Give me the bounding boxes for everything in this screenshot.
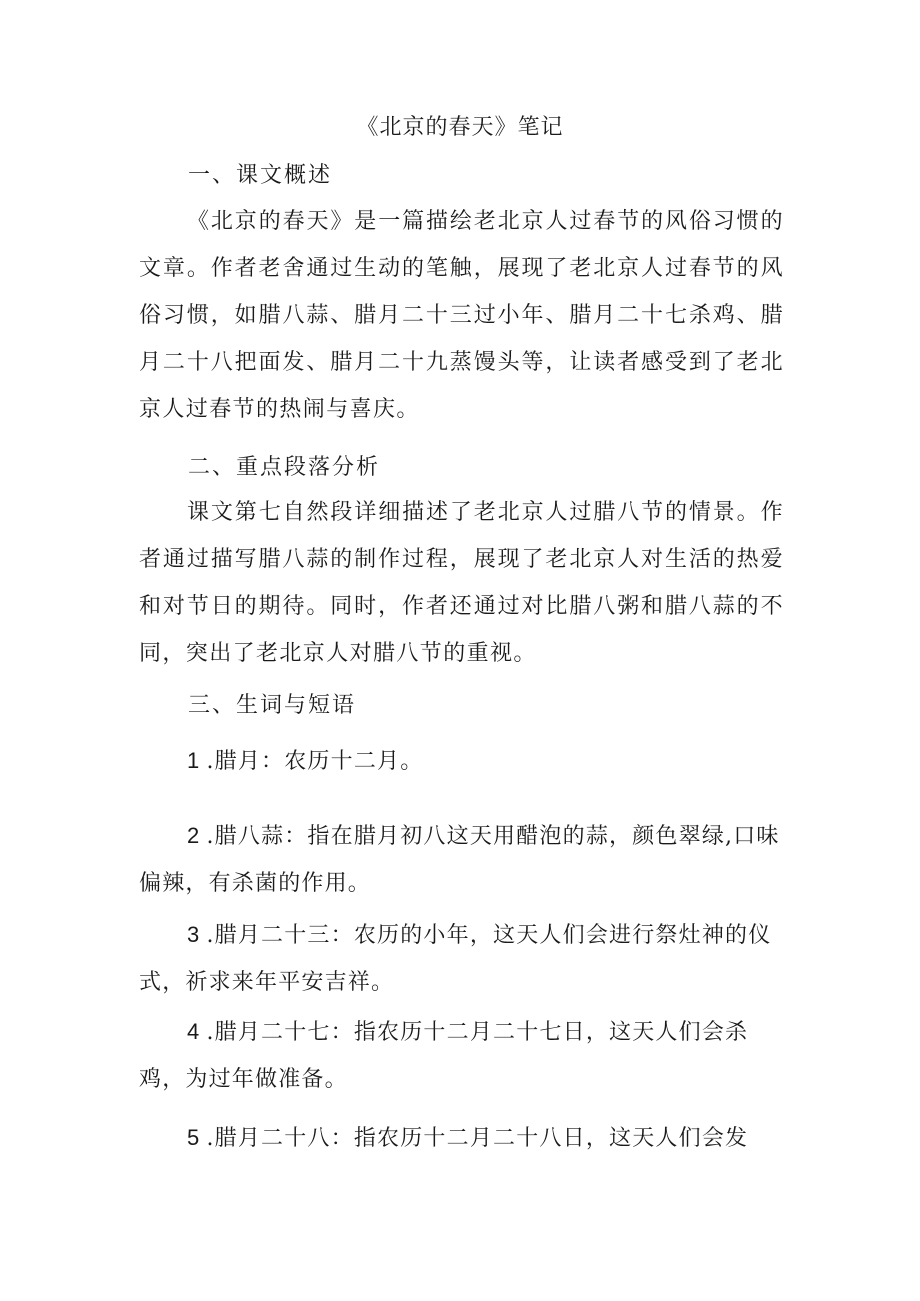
section-heading-overview: 一、课文概述 — [188, 163, 333, 188]
section-paragraph-overview: 《北京的春天》是一篇描绘老北京人过春节的风俗习惯的文章。作者老舍通过生动的笔触，展现了老北京人过春节的风俗习惯，如腊八蒜、腊月二十三过小年、腊月二十七杀鸡、腊月二十八把面发、腊月二十九蒸馒头等，让读者感受到了老北京人过春节的热闹与喜庆。 — [139, 209, 784, 422]
vocab-item-number: 4 — [187, 1019, 201, 1044]
vocab-item-number: 5 — [187, 1125, 201, 1150]
document-title: 《北京的春天》笔记 — [356, 115, 564, 140]
section-heading-vocabulary: 三、生词与短语 — [188, 693, 357, 718]
vocab-item-text: .腊八蒜：指在腊月初八这天用醋泡的蒜，颜色翠绿,口味偏辣，有杀菌的作用。 — [139, 824, 780, 896]
section-paragraph-analysis: 课文第七自然段详细描述了老北京人过腊八节的情景。作者通过描写腊八蒜的制作过程，展现了老北京人对生活的热爱和对节日的期待。同时，作者还通过对比腊八粥和腊八蒜的不同，突出了老北京人对腊八节的重视。 — [139, 500, 784, 666]
vocab-item-text: .腊月二十八：指农历十二月二十八日，这天人们会发 — [206, 1126, 749, 1151]
vocab-item-text: .腊月：农历十二月。 — [206, 749, 424, 774]
vocab-item — [139, 1114, 794, 1162]
vocab-item-text: .腊月二十七：指农历十二月二十七日，这天人们会杀鸡，为过年做准备。 — [139, 1020, 749, 1092]
vocab-item-number: 3 — [187, 922, 201, 947]
vocab-item-number: 1 — [187, 748, 201, 773]
section-heading-analysis: 二、重点段落分析 — [188, 455, 381, 480]
vocab-item-number: 2 — [187, 823, 201, 848]
vocab-item — [139, 812, 794, 907]
vocab-item — [139, 911, 794, 1006]
vocab-item — [139, 1008, 794, 1103]
vocab-item-text: .腊月二十三：农历的小年，这天人们会进行祭灶神的仪式，祈求来年平安吉祥。 — [139, 923, 772, 995]
vocab-item — [139, 737, 794, 785]
